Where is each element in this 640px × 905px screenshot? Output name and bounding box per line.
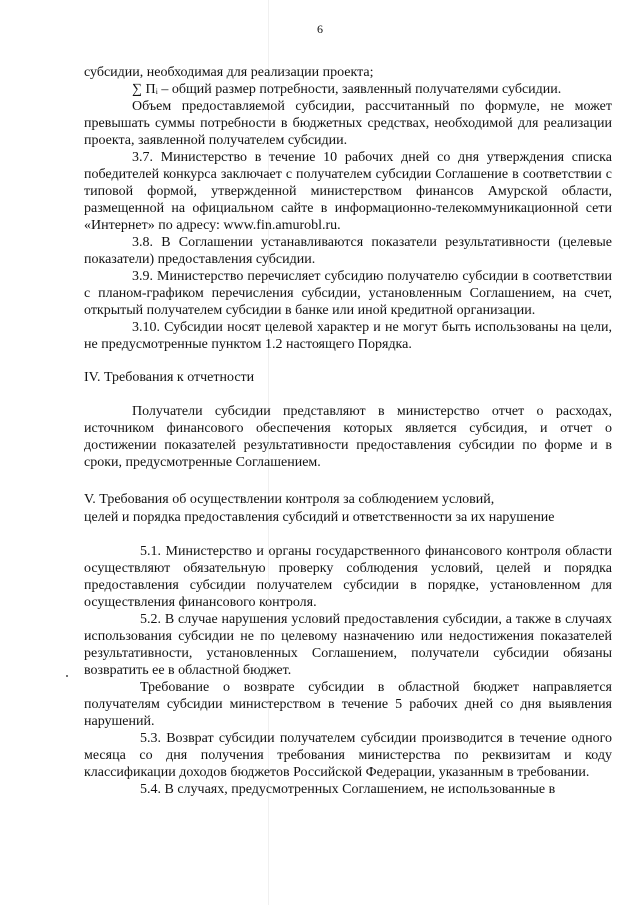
- section-5-heading-line2: целей и порядка предоставления субсидий и ответственности за их нарушение: [84, 510, 555, 525]
- clause-3-8: 3.8. В Соглашении устанавливаются показатели результативности (целевые показатели) предоставления субсидии.: [84, 235, 612, 267]
- clause-5-3: 5.3. Возврат субсидии получателем субсидии производится в течение одного месяца со дня получения требования министерства по реквизитам и коду классификации доходов бюджетов Российской Федерации, указанным в требовании.: [84, 731, 612, 780]
- document-body: [84, 64, 612, 798]
- section-4-paragraph: Получатели субсидии представляют в министерство отчет о расходах, источником финансового обеспечения которых является субсидия, и отчет о достижении показателей результативности предоставления субсидии по форме и в сроки, предусмотренные Соглашением.: [84, 404, 612, 470]
- clause-3-9: 3.9. Министерство перечисляет субсидию получателю субсидии в соответствии с планом-графиком перечисления субсидии, установленным Соглашением, на счет, открытый получателем субсидии в банке или иной кредитной организации.: [84, 269, 612, 318]
- paragraph: Объем предоставляемой субсидии, рассчитанный по формуле, не может превышать суммы потребности в бюджетных средствах, необходимой для реализации проекта, заявленной получателем субсидии.: [84, 99, 612, 148]
- page-number: 6: [317, 22, 323, 36]
- clause-3-10: 3.10. Субсидии носят целевой характер и не могут быть использованы на цели, не предусмотренные пунктом 1.2 настоящего Порядка.: [84, 320, 612, 352]
- clause-5-1: 5.1. Министерство и органы государственного финансового контроля области осуществляют обязательную проверку соблюдения условий, целей и порядка предоставления субсидии получателем субсидии в порядке, установленном для осуществления финансового контроля.: [84, 544, 612, 610]
- clause-5-4: 5.4. В случаях, предусмотренных Соглашением, не использованные в: [140, 782, 556, 797]
- paragraph: субсидии, необходимая для реализации проекта;: [84, 65, 374, 80]
- paragraph: Требование о возврате субсидии в областной бюджет направляется получателям субсидии министерством в течение 5 рабочих дней со дня выявления нарушений.: [84, 680, 612, 729]
- clause-5-2: 5.2. В случае нарушения условий предоставления субсидии, а также в случаях использования субсидии не по целевому назначению или недостижения показателей результативности, установленных Соглашением, получатели субсидии обязаны возвратить ее в областной бюджет.: [84, 612, 612, 678]
- clause-3-7: 3.7. Министерство в течение 10 рабочих дней со дня утверждения списка победителей конкурса заключает с получателем субсидии Соглашение в соответствии с типовой формой, утвержденной министерством финансов Амурской области, размещенной на официальном сайте в информационно-телекоммуникационной сети «Интернет» по адресу: www.fin.amurobl.ru.: [84, 150, 612, 233]
- formula-legend: ∑ Пᵢ – общий размер потребности, заявленный получателями субсидии.: [132, 82, 562, 97]
- section-4-heading: IV. Требования к отчетности: [84, 370, 255, 385]
- section-5-heading-line1: V. Требования об осуществлении контроля за соблюдением условий,: [84, 492, 495, 507]
- scan-speck: [66, 675, 68, 677]
